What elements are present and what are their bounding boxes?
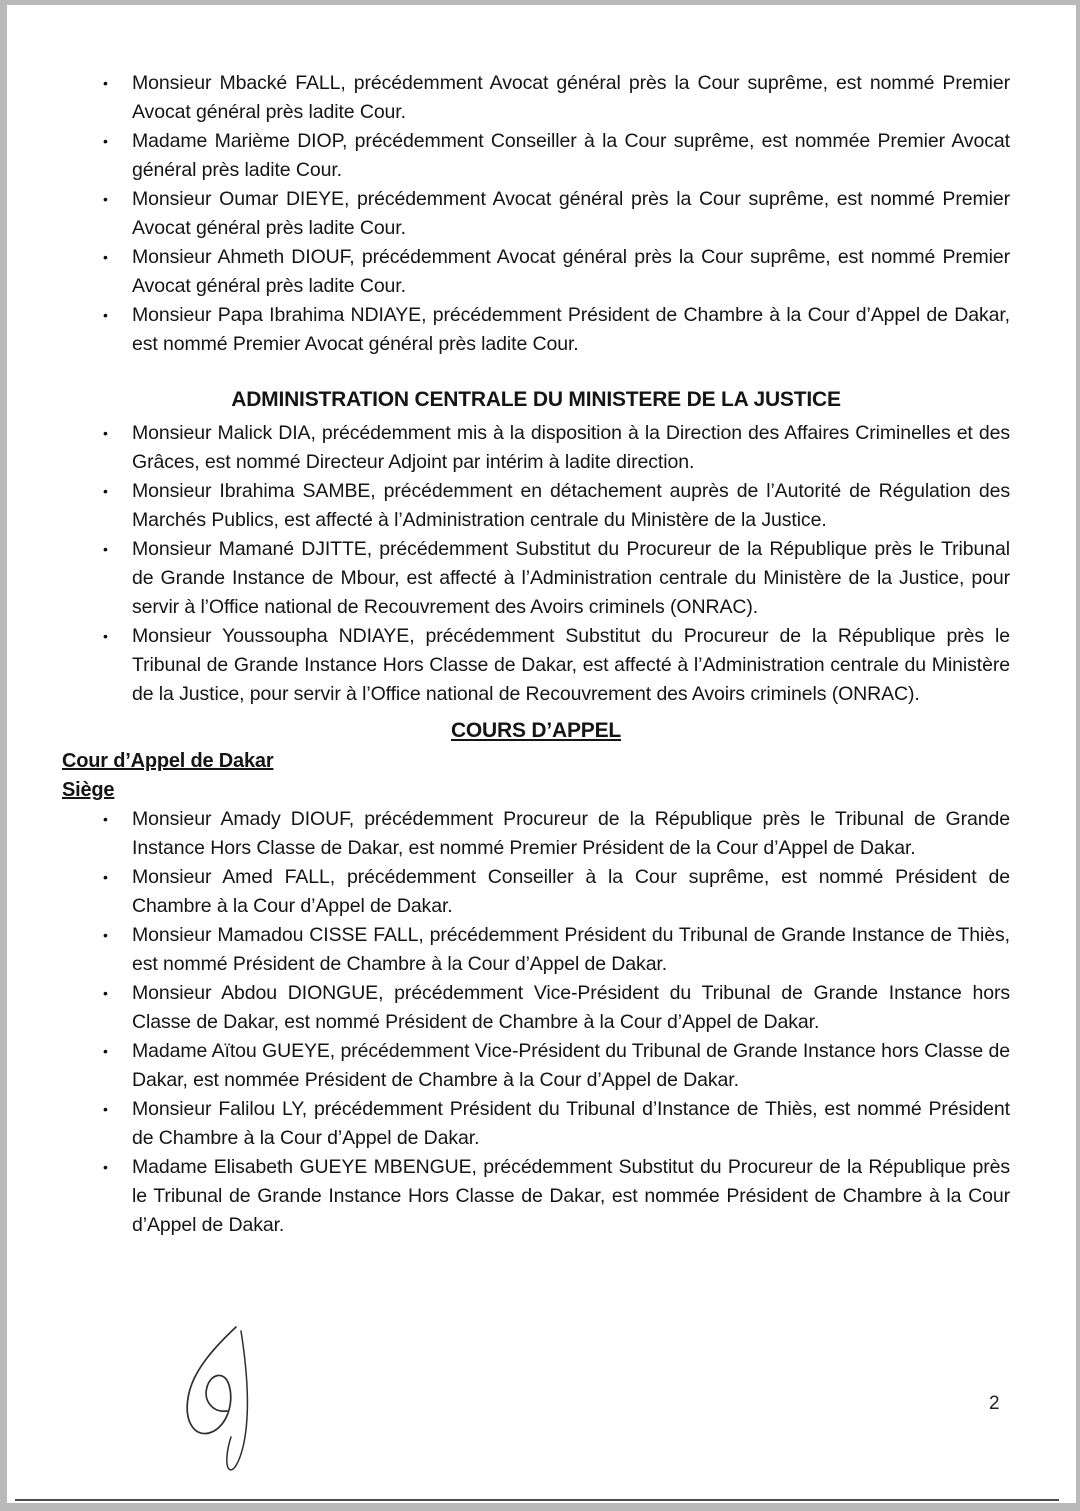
section-administration-centrale-list (103, 419, 1010, 709)
list-item (103, 622, 1010, 709)
list-item-text: Monsieur Papa Ibrahima NDIAYE, précédemment Président de Chambre à la Cour d’Appel de Dakar, est nommé Premier Avocat général près ladite Cour. (132, 304, 1010, 355)
document-body (62, 69, 1010, 1240)
signature-scribble (179, 1321, 274, 1481)
list-item-text: Madame Aïtou GUEYE, précédemment Vice-Président du Tribunal de Grande Instance hors Classe de Dakar, est nommée Président de Chambre à la Cour d’Appel de Dakar. (132, 1040, 1010, 1091)
list-item (103, 863, 1010, 921)
section-cour-dappel-dakar-list (103, 805, 1010, 1240)
list-item-text: Monsieur Falilou LY, précédemment Président du Tribunal d’Instance de Thiès, est nommé Président de Chambre à la Cour d’Appel de Dakar. (132, 1098, 1010, 1149)
bullet-icon: • (103, 985, 108, 1001)
list-item (103, 477, 1010, 535)
bullet-icon: • (103, 869, 108, 885)
bullet-icon: • (103, 1159, 108, 1175)
list-item (103, 921, 1010, 979)
list-item (103, 1095, 1010, 1153)
list-item (103, 805, 1010, 863)
document-page (7, 5, 1076, 1503)
list-item-text: Madame Elisabeth GUEYE MBENGUE, précédemment Substitut du Procureur de la République près le Tribunal de Grande Instance Hors Classe de Dakar, est nommée Président de Chambre à la Cour d’Appel de Dakar. (132, 1156, 1010, 1236)
bullet-icon: • (103, 191, 108, 207)
list-item (103, 127, 1010, 185)
list-item (103, 185, 1010, 243)
bullet-icon: • (103, 483, 108, 499)
bullet-icon: • (103, 628, 108, 644)
list-item-text: Monsieur Mbacké FALL, précédemment Avocat général près la Cour suprême, est nommé Premier Avocat général près ladite Cour. (132, 72, 1010, 123)
list-item (103, 535, 1010, 622)
section-heading-cours-dappel (62, 716, 1010, 745)
list-item-text: Madame Marième DIOP, précédemment Conseiller à la Cour suprême, est nommée Premier Avocat général près ladite Cour. (132, 130, 1010, 181)
bullet-icon: • (103, 1043, 108, 1059)
bullet-icon: • (103, 425, 108, 441)
list-item (103, 243, 1010, 301)
list-item-text: Monsieur Ibrahima SAMBE, précédemment en détachement auprès de l’Autorité de Régulation des Marchés Publics, est affecté à l’Administration centrale du Ministère de la Justice. (132, 480, 1010, 531)
bullet-icon: • (103, 927, 108, 943)
bullet-icon: • (103, 307, 108, 323)
list-item (103, 301, 1010, 359)
page-bottom-edge-line (15, 1499, 1059, 1501)
bullet-icon: • (103, 75, 108, 91)
list-item-text: Monsieur Mamadou CISSE FALL, précédemment Président du Tribunal de Grande Instance de Thiès, est nommé Président de Chambre à la Cour d’Appel de Dakar. (132, 924, 1010, 975)
list-item-text: Monsieur Malick DIA, précédemment mis à la disposition à la Direction des Affaires Criminelles et des Grâces, est nommé Directeur Adjoint par intérim à ladite direction. (132, 422, 1010, 473)
list-item-text: Monsieur Abdou DIONGUE, précédemment Vice-Président du Tribunal de Grande Instance hors Classe de Dakar, est nommé Président de Chambre à la Cour d’Appel de Dakar. (132, 982, 1010, 1033)
list-item (103, 1037, 1010, 1095)
subheading-siege: Siège (62, 779, 115, 801)
bullet-icon: • (103, 811, 108, 827)
section-heading-cours-dappel-text: COURS D’APPEL (450, 719, 622, 742)
list-item (103, 419, 1010, 477)
section-avocats-generaux-list (103, 69, 1010, 359)
list-item (103, 1153, 1010, 1240)
bullet-icon: • (103, 249, 108, 265)
bullet-icon: • (103, 133, 108, 149)
list-item-text: Monsieur Youssoupha NDIAYE, précédemment Substitut du Procureur de la République près le Tribunal de Grande Instance Hors Classe de Dakar, est affecté à l’Administration centrale du Ministère de la Justice, pour servir à l’Office national de Recouvrement des Avoirs criminels (ONRAC). (132, 625, 1010, 705)
section-heading-administration-centrale: ADMINISTRATION CENTRALE DU MINISTERE DE LA JUSTICE (231, 388, 841, 411)
bullet-icon: • (103, 1101, 108, 1117)
list-item (103, 979, 1010, 1037)
list-item-text: Monsieur Amady DIOUF, précédemment Procureur de la République près le Tribunal de Grande Instance Hors Classe de Dakar, est nommé Premier Président de la Cour d’Appel de Dakar. (132, 808, 1010, 859)
bullet-icon: • (103, 541, 108, 557)
list-item-text: Monsieur Oumar DIEYE, précédemment Avocat général près la Cour suprême, est nommé Premier Avocat général près ladite Cour. (132, 188, 1010, 239)
page-number: 2 (989, 1393, 1000, 1414)
list-item-text: Monsieur Mamané DJITTE, précédemment Substitut du Procureur de la République près le Tribunal de Grande Instance de Mbour, est affecté à l’Administration centrale du Ministère de la Justice, pour servir à l’Office national de Recouvrement des Avoirs criminels (ONRAC). (132, 538, 1010, 618)
subheading-cour-dappel-de-dakar: Cour d’Appel de Dakar (62, 750, 274, 772)
list-item-text: Monsieur Ahmeth DIOUF, précédemment Avocat général près la Cour suprême, est nommé Premier Avocat général près ladite Cour. (132, 246, 1010, 297)
list-item-text: Monsieur Amed FALL, précédemment Conseiller à la Cour suprême, est nommé Président de Chambre à la Cour d’Appel de Dakar. (132, 866, 1010, 917)
list-item (103, 69, 1010, 127)
